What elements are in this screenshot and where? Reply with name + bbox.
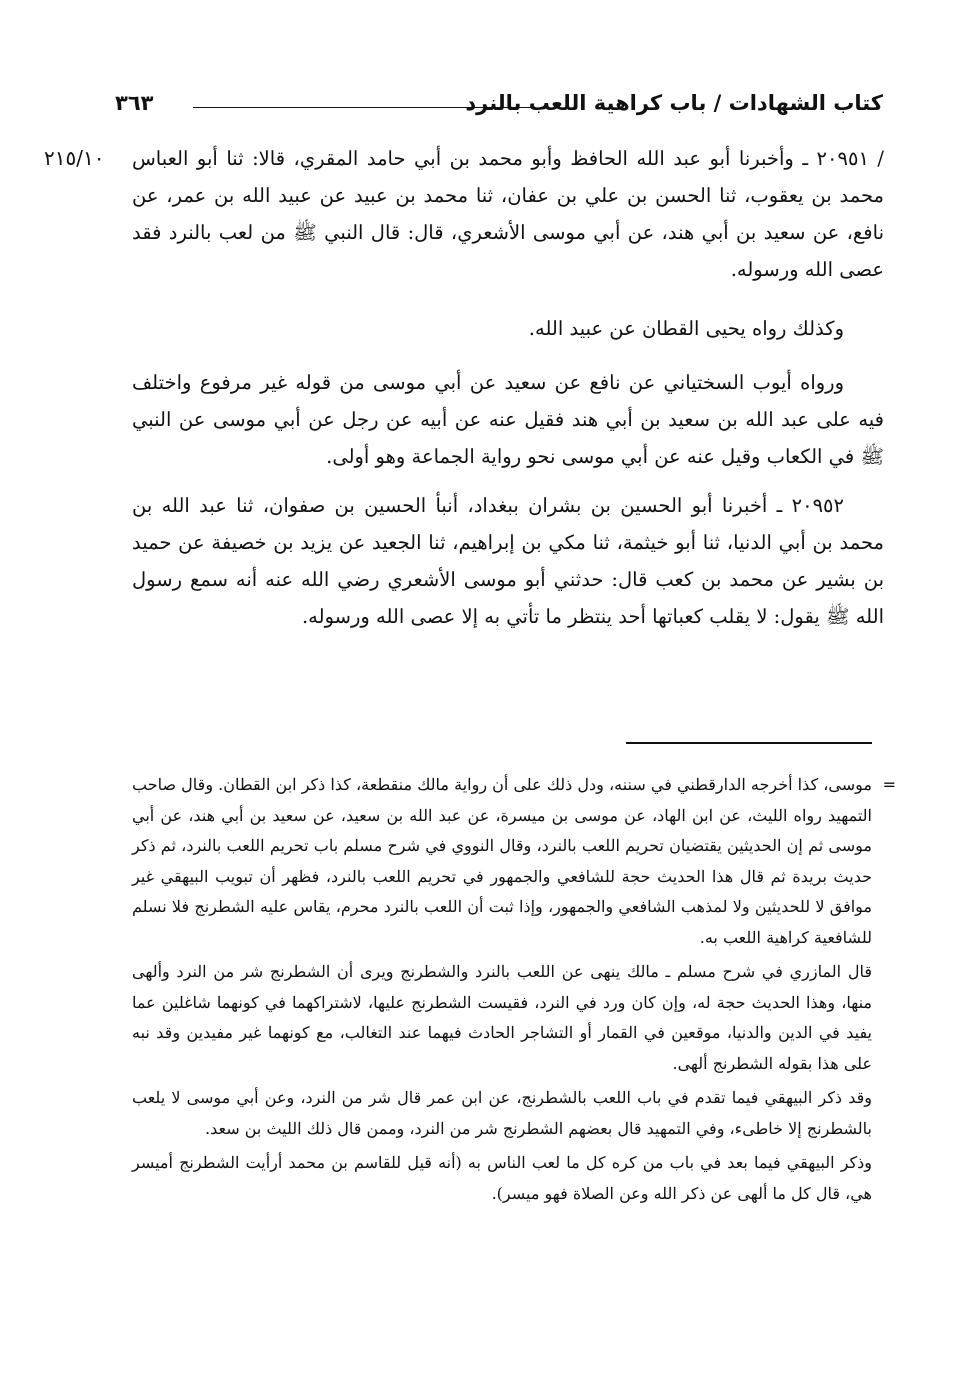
footnotes	[132, 770, 896, 1213]
footnote-separator	[626, 742, 872, 744]
margin-reference: ٢١٥/١٠	[44, 146, 105, 170]
running-header	[115, 88, 883, 124]
chapter-title: كتاب الشهادات / باب كراهية اللعب بالنرد	[465, 91, 883, 115]
main-text	[132, 140, 884, 635]
hadith-20951: / ٢٠٩٥١ ـ وأخبرنا أبو عبد الله الحافظ وأبو محمد بن أبي حامد المقري، قالا: ثنا أبو العباس محمد بن يعقوب، ثنا الحسن بن علي بن عفان، ثنا محمد بن عبيد عن عبيد الله بن عمر، عن نافع، عن سعيد بن أبي هند، عن أبي موسى الأشعري، قال: قال النبي ﷺ من لعب بالنرد فقد عصى الله ورسوله.	[132, 147, 884, 281]
hadith-20952: ٢٠٩٥٢ ـ أخبرنا أبو الحسين بن بشران ببغداد، أنبأ الحسين بن صفوان، ثنا عبد الله بن محمد بن أبي الدنيا، ثنا أبو خيثمة، ثنا مكي بن إبراهيم، ثنا الجعيد عن يزيد بن خصيفة عن حميد بن بشير عن محمد بن كعب قال: حدثني أبو موسى الأشعري رضي الله عنه أنه سمع رسول الله ﷺ يقول: لا يقلب كعباتها أحد ينتظر ما تأتي به إلا عصى الله ورسوله.	[132, 494, 884, 628]
narration-note: وكذلك رواه يحيى القطان عن عبيد الله.	[528, 317, 844, 340]
continuation-marker: =	[882, 775, 896, 794]
footnote-paragraph: وقد ذكر البيهقي فيما تقدم في باب اللعب بالشطرنج، عن ابن عمر قال شر من النرد، وعن أبي موسى لا يلعب بالشطرنج إلا خاطىء، وفي التمهيد قال بعضهم الشطرنج شر من النرد، وممن قال ذلك الليث بن سعد.	[132, 1088, 872, 1138]
footnote-paragraph: قال المازري في شرح مسلم ـ مالك ينهى عن اللعب بالنرد والشطرنج ويرى أن الشطرنج شر من النرد وألهى منها، وهذا الحديث حجة له، وإن كان ورد في النرد، فقيست الشطرنج عليها، لاشتراكهما في كونهما شاغلين عما يفيد في الدين والدنيا، موقعين في القمار أو التشاجر الحادث فيهما عند التغالب، مع كونهما غير مفيدين وقد نبه على هذا بقوله الشطرنج ألهى.	[132, 962, 873, 1073]
header-rule	[193, 107, 533, 108]
footnote-paragraph: موسى، كذا أخرجه الدارقطني في سننه، ودل ذلك على أن رواية مالك منقطعة، كذا ذكر ابن القطان. وقال صاحب التمهيد رواه الليث، عن ابن الهاد، عن موسى بن ميسرة، عن عبد الله بن سعيد، عن سعيد بن أبي هند، عن أبي موسى ثم إن الحديثين يقتضيان تحريم اللعب بالنرد، وقال النووي في شرح مسلم باب تحريم اللعب بالنرد، ثم ذكر حديث بريدة ثم قال هذا الحديث حجة للشافعي والجمهور في تحريم اللعب بالنرد، فظهر أن تبويب البيهقي غير موافق لا للحديثين ولا لمذهب الشافعي والجمهور، وإذا ثبت أن اللعب بالنرد محرم، يقاس عليه الشطرنج فلا نسلم للشافعية كراهية اللعب به.	[132, 775, 873, 947]
footnote-paragraph: وذكر البيهقي فيما بعد في باب من كره كل ما لعب الناس به (أنه قيل للقاسم بن محمد أرأيت الشطرنج أميسر هي، قال كل ما ألهى عن ذكر الله وعن الصلاة فهو ميسر).	[132, 1153, 873, 1203]
footnote-continuation	[132, 770, 896, 953]
page-number: ٣٦٣	[115, 91, 154, 115]
variant-note: ورواه أيوب السختياني عن نافع عن سعيد عن أبي موسى من قوله غير مرفوع واختلف فيه على عبد الله بن سعيد بن أبي هند فقيل عنه عن أبيه عن رجل عن أبي موسى عن النبي ﷺ في الكعاب وقيل عنه عن أبي موسى نحو رواية الجماعة وهو أولى.	[132, 371, 884, 468]
